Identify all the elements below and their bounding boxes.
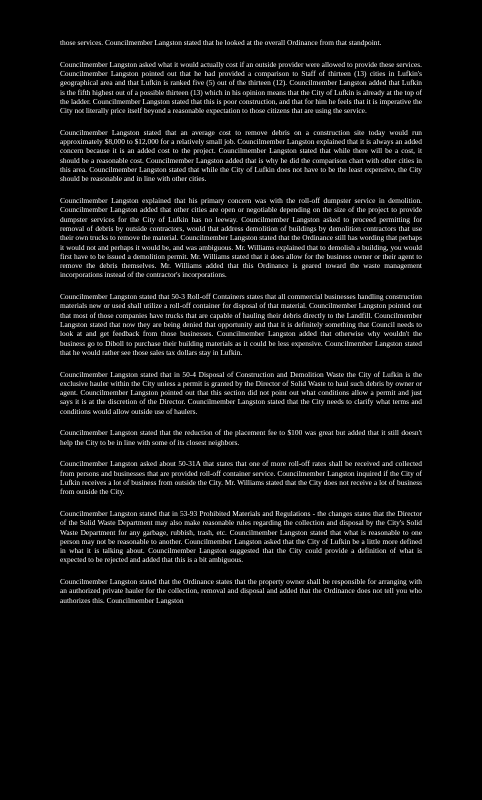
- paragraph: Councilmember Langston asked about 50-31A that states that one of more roll-off rates shall be received and collected from persons and businesses that are provided roll-off container service. Councilmember Langston inquired if the City of Lufkin receives a lot of business from outside the City. Mr. Williams stated that the City does not receive a lot of business from outside the City.: [60, 459, 422, 497]
- paragraph: Councilmember Langston stated that an average cost to remove debris on a construction site today would run approximately $8,000 to $12,000 for a relatively small job. Councilmember Langston explained that it is always an added concern because it is an added cost to the project. Councilmember Langston stated that while there will be a cost, it should be a reasonable cost. Councilmember Langston added that is why he did the comparison chart with other cities in this area. Councilmember Langston stated that while the City of Lufkin does not have to be the least expensive, the City should be reasonable and in line with other cities.: [60, 127, 422, 184]
- paragraph: Councilmember Langston explained that his primary concern was with the roll-off dumpster service in demolition. Councilmember Langston added that other cities are open or negotiable depending on the size of the project to provide dumpster services for the City of Lufkin has no leeway. Councilmember Langston asked to proceed permitting for removal of debris by outside contractors, would that address demolition of buildings by demolition contractors that use their own trucks to remove the material. Councilmember Langston stated that the Ordinance still has wording that perhaps it would not and perhaps it would be, and was ambiguous. Mr. Williams explained that to demolish a building, you would first have to be issued a demolition permit. Mr. Williams stated that it does allow for the business owner or their agent to remove the debris themselves. Mr. Williams added that this Ordinance is geared toward the waste management incorporations instead of the contractor's incorporations.: [60, 196, 422, 280]
- paragraph: Councilmember Langston stated that in 50-4 Disposal of Construction and Demolition Waste the City of Lufkin is the exclusive hauler within the City unless a permit is granted by the Director of Solid Waste to haul such debris by owner or agent. Councilmember Langston pointed out that this section did not point out what conditions allow a permit and just says it is at the discretion of the Director. Councilmember Langston stated that the City needs to clarify what terms and conditions would allow outside use of haulers.: [60, 369, 422, 416]
- paragraph: those services. Councilmember Langston stated that he looked at the overall Ordinance from that standpoint.: [60, 38, 382, 47]
- paragraph: Councilmember Langston asked what it would actually cost if an outside provider were allowed to provide these services. Councilmember Langston pointed out that he had provided a comparison to Staff of thirteen (13) cities in Lufkin's geographical area and that Lufkin is ranked five (5) out of the thirteen (12). Councilmember Langston added that Lufkin is the fifth highest out of a possible thirteen (13) which in his opinion means that the City of Lufkin is already at the top of the ladder. Councilmember Langston stated that this is poor construction, and that for him he feels that it is imperative the City not literally price itself beyond a reasonable expectation to those citizens that are using the service.: [60, 59, 422, 116]
- paragraph: Councilmember Langston stated that in 53-93 Prohibited Materials and Regulations - the changes states that the Director of the Solid Waste Department may also make reasonable rules regarding the collection and disposal by the City's Solid Waste Department for any garbage, rubbish, trash, etc. Councilmember Langston stated that what is reasonable to one person may not be reasonable to another. Councilmember Langston asked that the City of Lufkin be a little more defined in what it is talking about. Councilmember Langston suggested that the City could provide a definition of what is expected to be rejected and added that this is a bit ambiguous.: [60, 509, 422, 565]
- paragraph: Councilmember Langston stated that the Ordinance states that the property owner shall be responsible for arranging with an authorized private hauler for the collection, removal and disposal and added that the Ordinance does not tell you who authorizes this. Councilmember Langston: [60, 577, 422, 605]
- document-body: [60, 38, 422, 605]
- paragraph: Councilmember Langston stated that the reduction of the placement fee to $100 was great but added that it still doesn't help the City to be in line with some of its closest neighbors.: [60, 428, 422, 447]
- paragraph: Councilmember Langston stated that 50-3 Roll-off Containers states that all commercial businesses handling construction materials new or used shall utilize a roll-off container for disposal of that material. Councilmember Langston pointed out that most of those companies have trucks that are capable of hauling their debris directly to the Landfill. Councilmember Langston stated that now they are being denied that opportunity and that it is definitely something that Council needs to look at and get feedback from those businesses. Councilmember Langston added that otherwise why wouldn't the business go to Diboll to purchase their building materials as it could be less expensive. Councilmember Langston stated that he would rather see those sales tax dollars stay in Lufkin.: [60, 292, 422, 357]
